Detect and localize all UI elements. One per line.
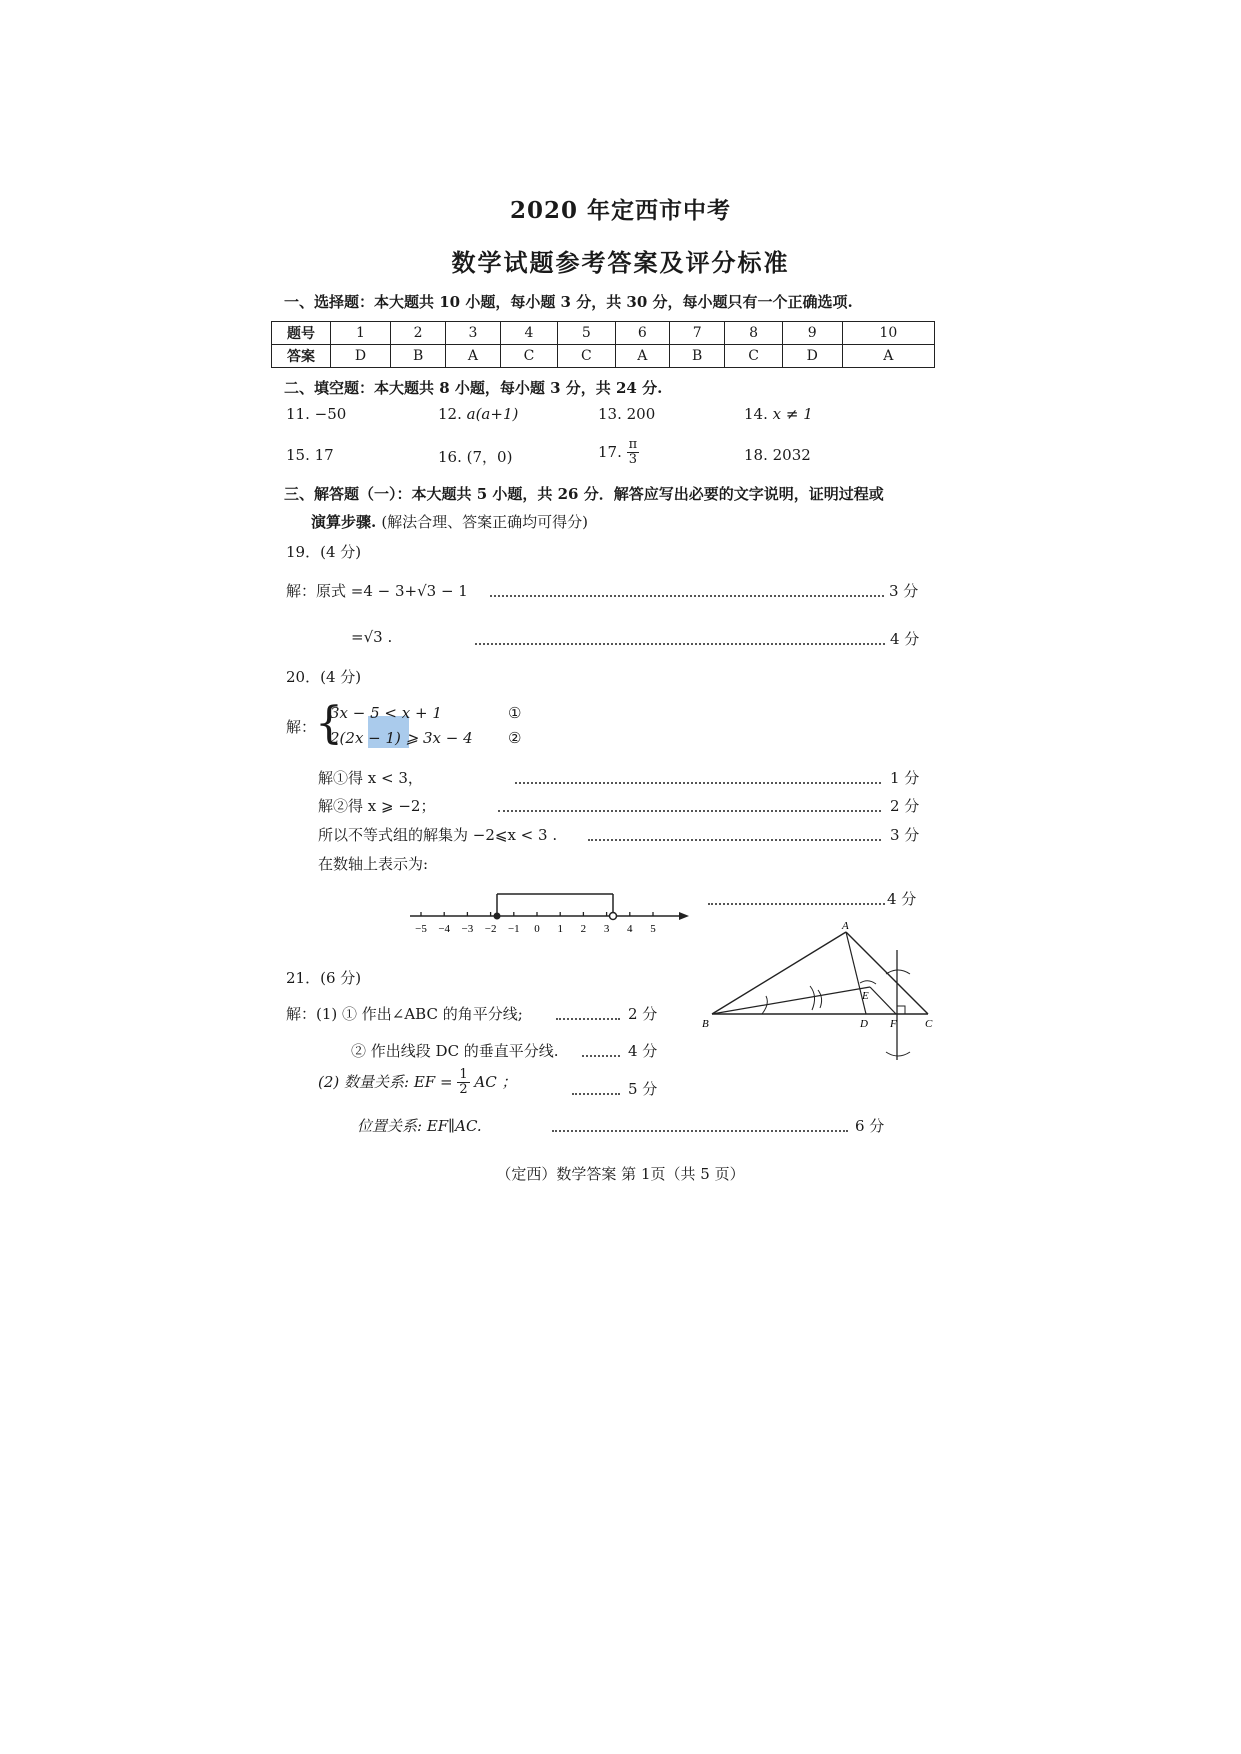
inequality-1: 3x − 5 < x + 1 xyxy=(330,704,442,722)
q21-line3: (2) 数量关系: EF = $\frac{1}{2}$ AC ； xyxy=(318,1067,517,1098)
axis-tick-label: 3 xyxy=(603,923,610,935)
q19-line1: 解：原式 =4 − 3+√3 − 1 xyxy=(286,582,468,600)
dotted-leader xyxy=(515,782,881,784)
q20-solution-label: 解： xyxy=(286,718,317,736)
axis-tick-label: −5 xyxy=(415,923,427,935)
q19-label: 19．(4 分) xyxy=(286,543,362,561)
table-cell: A xyxy=(615,345,669,368)
triangle-figure xyxy=(700,920,940,1080)
dotted-leader xyxy=(588,839,881,841)
q21-line2: ② 作出线段 DC 的垂直平分线. xyxy=(351,1042,559,1060)
open-point xyxy=(610,913,617,920)
table-cell: 4 xyxy=(500,322,557,345)
item-number: 13. xyxy=(598,405,622,423)
q20-label: 20．(4 分) xyxy=(286,668,362,686)
q21-line1: 解：(1) ① 作出∠ABC 的角平分线; xyxy=(286,1005,523,1023)
section3-note: (解法合理、答案正确均可得分) xyxy=(381,513,589,531)
q20-score4: 4 分 xyxy=(887,890,917,908)
item-answer: −50 xyxy=(314,405,347,423)
q20-step4: 在数轴上表示为: xyxy=(318,855,429,873)
fill-item-13 xyxy=(598,405,655,423)
item-number: 18. xyxy=(744,446,768,464)
dotted-leader xyxy=(475,643,885,645)
table-cell: 2 xyxy=(390,322,445,345)
item-answer: (7，0) xyxy=(466,448,513,466)
q19-score1: 3 分 xyxy=(889,582,919,600)
section3-heading: 三、解答题（一）：本大题共 5 小题，共 26 分．解答应写出必要的文字说明，证明过程或 xyxy=(284,485,884,503)
table-cell: 8 xyxy=(725,322,782,345)
table-cell: D xyxy=(782,345,842,368)
section2-heading: 二、填空题：本大题共 8 小题，每小题 3 分，共 24 分. xyxy=(284,379,663,397)
item-answer: a(a+1) xyxy=(466,405,519,423)
item-answer: 17 xyxy=(314,446,334,464)
axis-tick-label: −1 xyxy=(507,923,520,935)
page-title: 2020 年定西市中考 xyxy=(509,197,732,224)
item-number: 11. xyxy=(286,405,310,423)
item-answer: 2032 xyxy=(772,446,811,464)
label-a: A xyxy=(842,920,849,932)
section3-heading-cont: 演算步骤. (解法合理、答案正确均可得分) xyxy=(311,513,589,531)
table-cell: B xyxy=(390,345,445,368)
item-number: 14. xyxy=(744,405,768,423)
table-cell: 3 xyxy=(446,322,500,345)
number-line xyxy=(405,885,695,945)
table-cell: C xyxy=(725,345,782,368)
q21-score4: 6 分 xyxy=(855,1117,885,1135)
q21-line4: 位置关系: EF∥AC. xyxy=(357,1117,482,1135)
dotted-leader xyxy=(498,810,881,812)
fill-item-18 xyxy=(744,446,811,464)
q21-score2: 4 分 xyxy=(628,1042,658,1060)
item-answer: x ≠ 1 xyxy=(772,405,813,423)
fraction-pi-over-3: $\frac{\pi}{3}$ xyxy=(628,437,638,468)
axis-tick-label: 0 xyxy=(534,923,540,935)
table-row-answers xyxy=(272,345,935,368)
table-cell: A xyxy=(446,345,500,368)
item-number: 15. xyxy=(286,446,310,464)
q20-score2: 2 分 xyxy=(890,797,920,815)
page-subtitle: 数学试题参考答案及评分标准 xyxy=(451,248,790,277)
axis-tick-label: −2 xyxy=(484,923,497,935)
q20-step1: 解①得 x < 3， xyxy=(318,769,423,787)
dotted-leader xyxy=(556,1018,620,1020)
table-cell: C xyxy=(558,345,615,368)
q20-score3: 3 分 xyxy=(890,826,920,844)
label-d: D xyxy=(860,1018,868,1030)
mark-circle-1: ① xyxy=(508,704,522,722)
inequality-2: 2(2x − 1) ⩾ 3x − 4 xyxy=(330,729,473,747)
axis-tick-label: −4 xyxy=(438,923,451,935)
fill-item-11 xyxy=(286,405,346,423)
label-c: C xyxy=(925,1018,933,1030)
q19-score2: 4 分 xyxy=(890,630,920,648)
table-row-numbers xyxy=(272,322,935,345)
dotted-leader xyxy=(708,903,885,905)
mark-circle-2: ② xyxy=(508,729,522,747)
label-e: E xyxy=(862,990,869,1002)
dotted-leader xyxy=(552,1130,848,1132)
item-number: 17. xyxy=(598,442,622,461)
q20-step2: 解②得 x ⩾ −2； xyxy=(318,797,436,815)
fill-item-15 xyxy=(286,446,334,464)
system-brace: { xyxy=(315,698,343,749)
q20-score1: 1 分 xyxy=(890,769,920,787)
q21-score3: 5 分 xyxy=(628,1080,658,1098)
fill-item-14 xyxy=(744,405,813,423)
label-b: B xyxy=(702,1018,709,1030)
dotted-leader xyxy=(490,595,884,597)
table-cell: 5 xyxy=(558,322,615,345)
fill-item-16 xyxy=(438,446,512,467)
axis-tick-label: 4 xyxy=(627,923,633,935)
table-cell: 1 xyxy=(331,322,391,345)
q21-label: 21．(6 分) xyxy=(286,969,362,987)
section1-heading: 一、选择题：本大题共 10 小题，每小题 3 分，共 30 分，每小题只有一个正确选项. xyxy=(284,293,853,311)
row-label-number: 题号 xyxy=(272,322,331,345)
table-cell: 9 xyxy=(782,322,842,345)
fill-item-12 xyxy=(438,405,518,423)
label-f: F xyxy=(890,1018,897,1030)
q19-line2: =√3 . xyxy=(351,628,393,646)
item-number: 16. xyxy=(438,448,462,466)
closed-point xyxy=(494,913,501,920)
dotted-leader xyxy=(582,1055,620,1057)
table-cell: B xyxy=(670,345,725,368)
row-label-answer: 答案 xyxy=(272,345,331,368)
axis-tick-label: 5 xyxy=(650,923,656,935)
table-cell: D xyxy=(331,345,391,368)
item-number: 12. xyxy=(438,405,462,423)
axis-tick-label: −3 xyxy=(461,923,474,935)
item-answer: 200 xyxy=(626,405,656,423)
axis-tick-label: 2 xyxy=(580,923,587,935)
table-cell: 10 xyxy=(842,322,934,345)
answer-table xyxy=(271,321,935,368)
table-cell: C xyxy=(500,345,557,368)
fill-item-17 xyxy=(598,438,639,468)
dotted-leader xyxy=(572,1093,620,1095)
q21-score1: 2 分 xyxy=(628,1005,658,1023)
axis-tick-label: 1 xyxy=(557,923,563,935)
q20-step3: 所以不等式组的解集为 −2⩽x < 3 . xyxy=(318,826,558,844)
table-cell: 6 xyxy=(615,322,669,345)
table-cell: 7 xyxy=(670,322,725,345)
page-footer: （定西）数学答案 第 1页（共 5 页） xyxy=(496,1165,745,1183)
fraction-one-half: $\frac{1}{2}$ xyxy=(459,1067,468,1098)
table-cell: A xyxy=(842,345,934,368)
